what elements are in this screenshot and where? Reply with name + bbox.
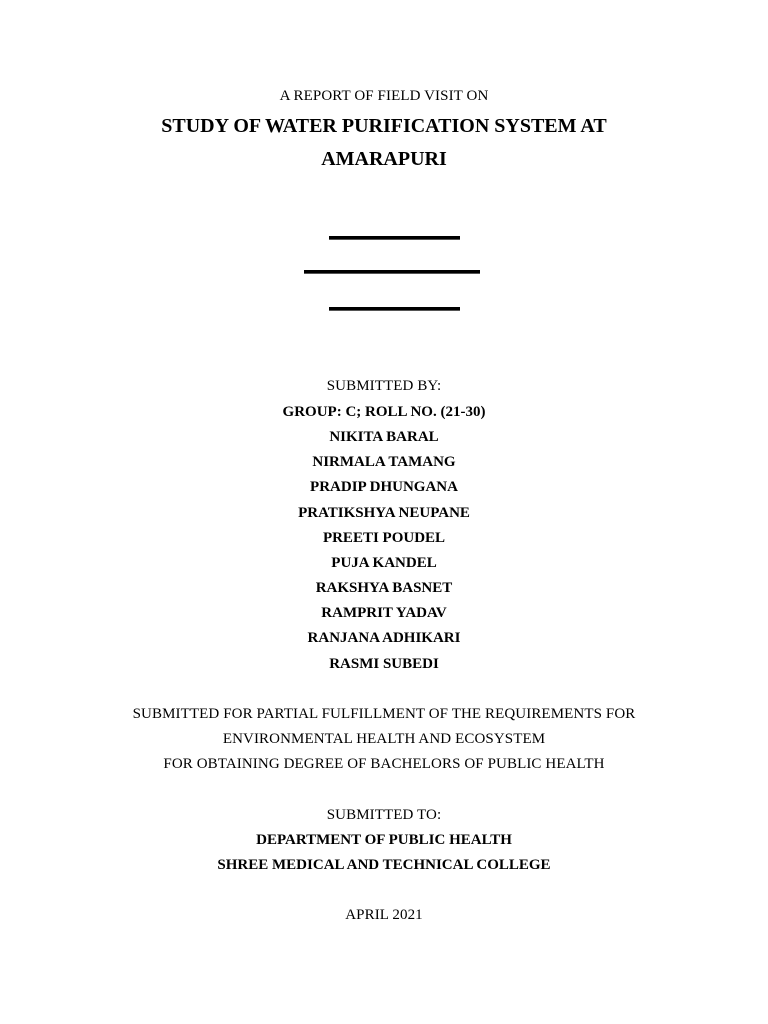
submitted-by-label: SUBMITTED BY: [326, 378, 442, 394]
member-name: NIKITA BARAL [329, 429, 439, 445]
purpose-line-1: SUBMITTED FOR PARTIAL FULFILLMENT OF THE REQUIREMENTS FOR [132, 706, 636, 722]
report-title-line-1: STUDY OF WATER PURIFICATION SYSTEM AT [161, 115, 607, 137]
member-name: RANJANA ADHIKARI [307, 630, 461, 646]
report-date: APRIL 2021 [345, 907, 423, 923]
member-name: RASMI SUBEDI [329, 656, 439, 672]
member-name: PRADIP DHUNGANA [310, 479, 458, 495]
college-name: SHREE MEDICAL AND TECHNICAL COLLEGE [217, 857, 551, 873]
report-kicker: A REPORT OF FIELD VISIT ON [279, 88, 489, 104]
member-name: RAMPRIT YADAV [321, 605, 447, 621]
divider-rule-3 [329, 307, 460, 311]
report-title-line-2: AMARAPURI [321, 148, 447, 170]
submitted-to-label: SUBMITTED TO: [326, 807, 442, 823]
member-name: RAKSHYA BASNET [315, 580, 453, 596]
purpose-line-3: FOR OBTAINING DEGREE OF BACHELORS OF PUBLIC HEALTH [163, 756, 605, 772]
member-name: PREETI POUDEL [322, 530, 446, 546]
divider-rule-1 [329, 236, 460, 240]
member-name: NIRMALA TAMANG [312, 454, 456, 470]
group-roll-info: GROUP: C; ROLL NO. (21-30) [282, 404, 486, 420]
member-name: PRATIKSHYA NEUPANE [298, 505, 470, 521]
member-name: PUJA KANDEL [331, 555, 437, 571]
department-name: DEPARTMENT OF PUBLIC HEALTH [256, 832, 512, 848]
divider-rule-2 [304, 270, 480, 274]
purpose-line-2: ENVIRONMENTAL HEALTH AND ECOSYSTEM [222, 731, 546, 747]
